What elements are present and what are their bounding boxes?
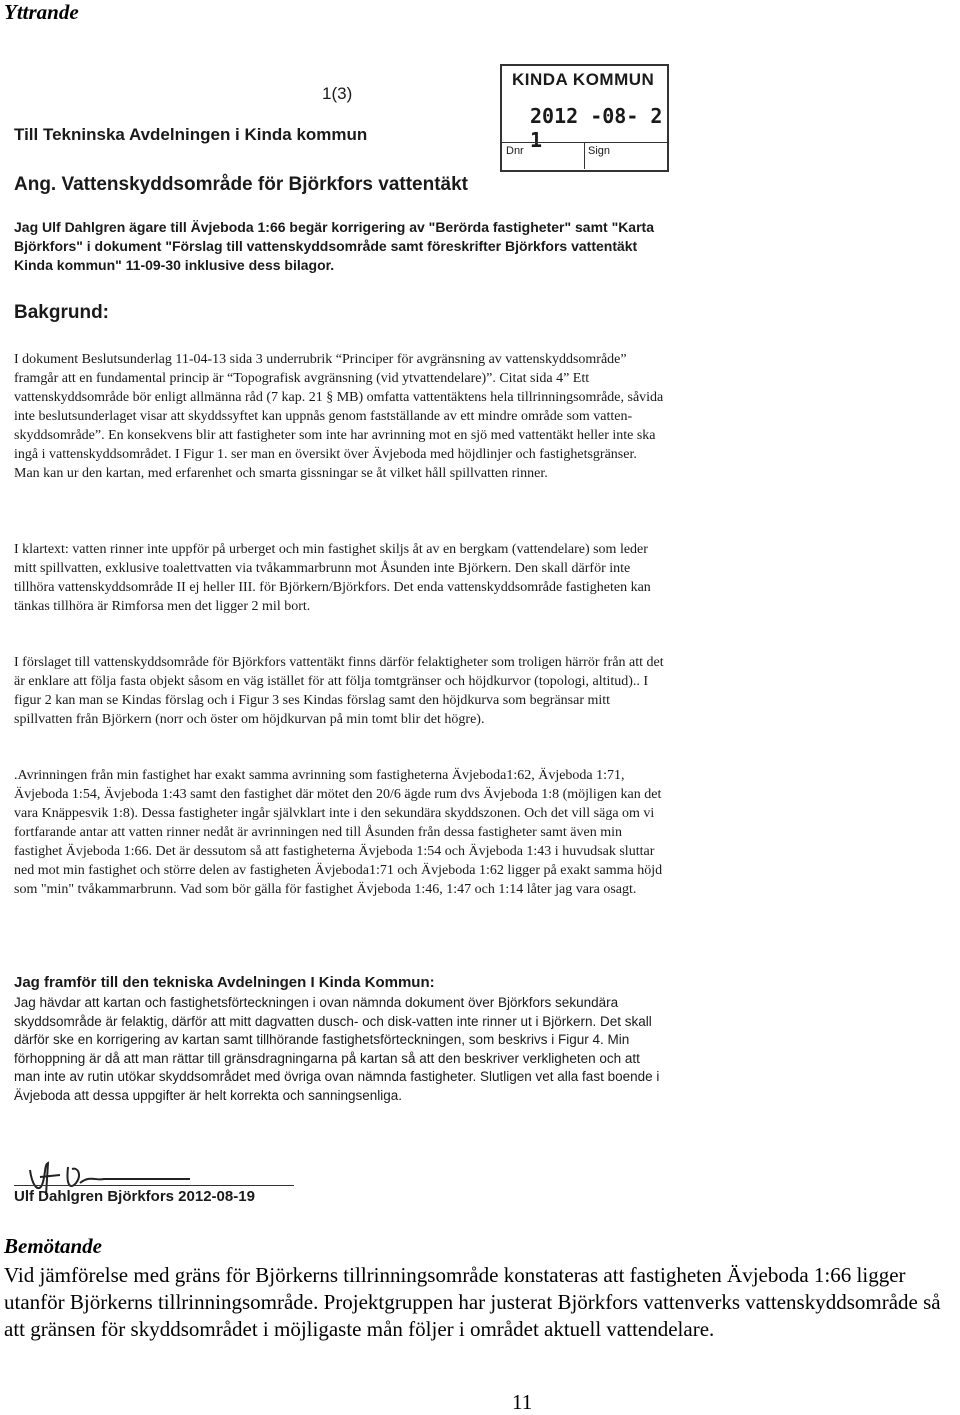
received-stamp <box>500 64 669 172</box>
stamp-sign-label: Sign <box>588 145 611 157</box>
page-number: 11 <box>512 1390 533 1414</box>
letter-paragraph: .Avrinningen från min fastighet har exakt samma avrinning som fastigheterna Ävjeboda1:62, Ävjeboda 1:71, Ävjeboda 1:54, Ävjeboda 1:43 samt den fastighet där mötet den 20/6 ägde rum dvs Ävjeboda 1:8 (möjligen kan det vara Knäppesvik 1:8). Dessa fastigheter ingår självklart inte i den sekundära skyddszonen. Och det vill säga om vi fortfarande antar att vatten rinner nedåt är avrinningen ned till Åsunden från dessa fastigheter samt även min fastighet Ävjeboda 1:66. Det är dessutom så att fastigheterna Ävjeboda 1:54 och Ävjeboda 1:43 i huvudsak sluttar ned mot min fastighet och större delen av fastigheten Ävjeboda1:71 och Ävjeboda 1:62 ligger på exakt samma höjd som "min" tvåkammarbrunn. Vad som bör gälla för fastighet Ävjeboda 1:46, 1:47 och 1:14 låter jag vara osagt. <box>14 768 663 897</box>
background-heading: Bakgrund: <box>14 302 109 323</box>
stamp-dnr-label: Dnr <box>506 145 524 157</box>
closing-heading: Jag framför till den tekniska Avdelningen I Kinda Kommun: <box>14 974 435 991</box>
stamp-divider <box>584 143 585 169</box>
scanned-letter <box>0 60 680 1220</box>
letter-subject: Ang. Vattenskyddsområde för Björkfors vattentäkt <box>14 174 468 195</box>
response-text: Vid jämförelse med gräns för Björkerns tillrinningsområde konstateras att fastigheten Ävjeboda 1:66 ligger utanför Björkerns tillrinningsområde. Projektgruppen har justerat Björkfors vattenverks vattenskyddsområde så att gränsen för skyddsområdet i möjligaste mån följer i området aktuell vattendelare. <box>4 1263 941 1341</box>
letter-paragraph: I dokument Beslutsunderlag 11-04-13 sida 3 underrubrik “Principer för avgränsning av vattenskyddsområde” framgår att en fundamental princip är “Topografisk avgränsning (vid ytvattendelare)”. Citat sida 4” Ett vattenskyddsområde bör enligt allmänna råd (7 kap. 21 § MB) omfatta vattentäktens hela tillrinningsområde, såvida inte beslutsunderlaget visar att skyddssyftet kan uppnås genom fastställande av ett mindre område som vatten-skyddsområde”. En konsekvens blir att fastigheter som inte har avrinning mot en sjö med vattentäkt heller inte ska ingå i vattenskyddsområdet. I Figur 1. ser man en översikt över Ävjeboda med höjdlinjer och fastighetsgränser. Man kan ur den kartan, med erfarenhet och smarta gissningar se åt vilket håll spillvatten rinner. <box>14 352 664 481</box>
letter-paragraph: I klartext: vatten rinner inte uppför på urberget och min fastighet skiljs åt av en bergkam (vattendelare) som leder mitt spillvatten, exklusive toalettvatten via tvåkammarbrunn mot Åsunden inte Björkern. Den skall därför inte tillhöra vattenskyddsområde II ej heller III. för Björkern/Björkfors. Det enda vattenskyddsområde fastigheten kan tänkas tillhöra är Rimforsa men det ligger 2 mil bort. <box>14 542 651 614</box>
letter-recipient: Till Tekninska Avdelningen i Kinda kommun <box>14 125 368 144</box>
signature-rule <box>14 1185 294 1186</box>
letter-intro: Jag Ulf Dahlgren ägare till Ävjeboda 1:66 begär korrigering av "Berörda fastigheter" samt "Karta Björkfors" i dokument "Förslag till vattenskyddsområde samt föreskrifter Björkfors vattentäkt Kinda kommun" 11-09-30 inklusive dess bilagor. <box>14 219 654 273</box>
letter-page-number: 1(3) <box>322 84 353 103</box>
stamp-row <box>502 142 667 169</box>
section-title: Yttrande <box>4 0 79 24</box>
letter-paragraph: I förslaget till vattenskyddsområde för Björkfors vattentäkt finns därför felaktigheter som troligen härrör från att det är enklare att följa fasta objekt såsom en väg istället för att följa tomtgränser och höjdkurvor (topologi, altitud).. I figur 2 kan man se Kindas förslag och i Figur 3 ses Kindas förslag samt den höjdkurva som begränsar mitt spillvatten från Björkern (norr och öster om höjdkurvan på min tomt blir det högre). <box>14 655 664 727</box>
signature-text: Ulf Dahlgren Björkfors 2012-08-19 <box>14 1188 255 1205</box>
response-title: Bemötande <box>4 1234 102 1258</box>
stamp-org: KINDA KOMMUN <box>512 70 655 89</box>
stamp-date: 2012 -08- 2 1 <box>530 104 663 152</box>
closing-text: Jag hävdar att kartan och fastighetsförteckningen i ovan nämnda dokument över Björkfors sekundära skyddsområde är felaktig, därför att mitt dagvatten dusch- och disk-vatten inte rinner ut i Björkern. Det skall därför ske en korrigering av kartan samt tillhörande fastighetsförteckningen, som beskrivs i Figur 4. Min förhoppning är då att man rättar till gränsdragningarna på kartan så att den beskriver verkligheten och att man inte av rutin utökar skyddsområdet med övriga ovan nämnda fastigheter. Slutligen vet alla fast boende i Ävjeboda att dessa uppgifter är helt korrekta och sanningsenliga. <box>14 995 660 1103</box>
